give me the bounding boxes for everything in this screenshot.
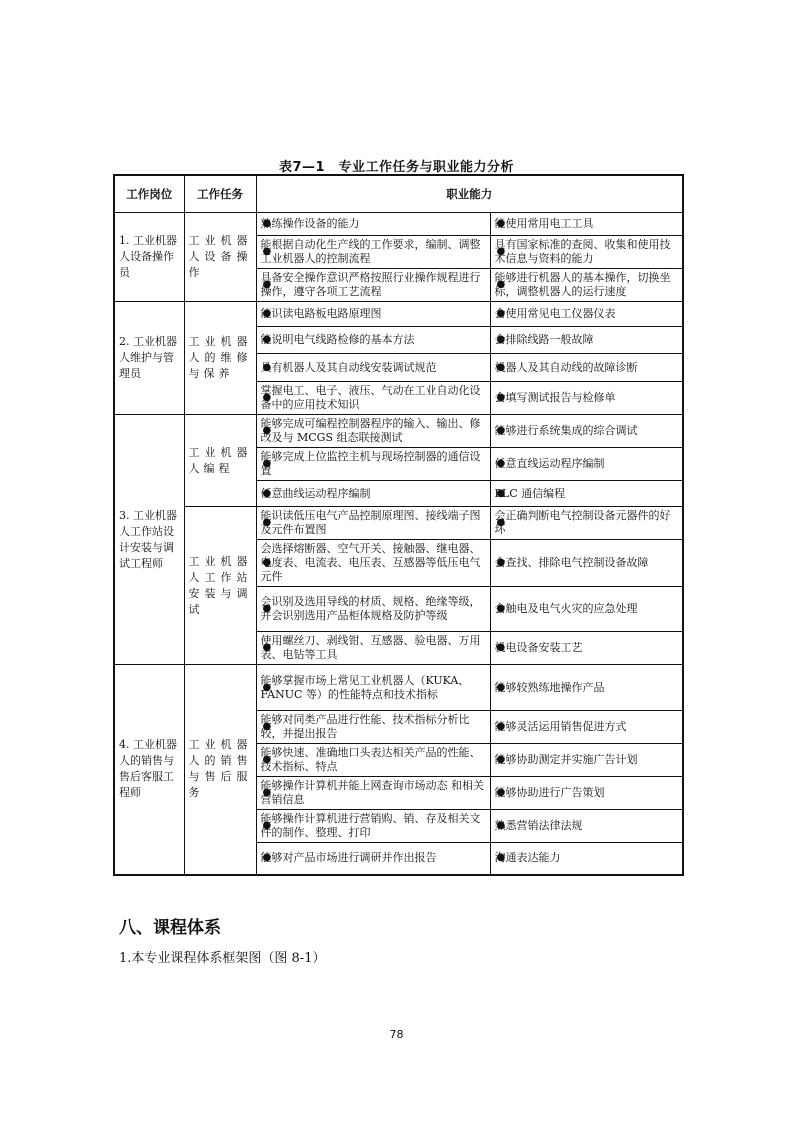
ability-left-cell: ● 能够操作计算机进行营销购、销、存及相关文件的制作、整理、打印 (256, 810, 490, 843)
ability-right-cell: ● 具有国家标准的查阅、收集和使用技术信息与资料的能力 (490, 236, 683, 269)
table-row (114, 507, 683, 540)
header-ability: 职业能力 (256, 175, 683, 213)
task-cell: 工业机器人工作站安装与调试 (184, 507, 256, 665)
ability-left-cell: ● 能够快速、准确地口头表达相关产品的性能、技术指标、特点 (256, 744, 490, 777)
ability-right-cell: ● 任意直线运动程序编制 (490, 448, 683, 481)
ability-left-cell: ● 能够完成上位监控主机与现场控制器的通信设置 (256, 448, 490, 481)
section-line: 1.本专业课程体系框架图（图 8-1） (119, 951, 326, 966)
ability-left-cell: ● 能够掌握市场上常见工业机器人（KUKA、FANUC 等）的性能特点和技术指标 (256, 665, 490, 711)
post-cell: 3. 工业机器人工作站设计安装与调试工程师 (114, 415, 184, 665)
ability-left-cell: ● 具有机器人及其自动线安装调试规范 (256, 354, 490, 382)
ability-right-cell: ● 会使用常见电工仪器仪表 (490, 302, 683, 327)
ability-right-cell: ● 机器人及其自动线的故障诊断 (490, 354, 683, 382)
post-cell: 4. 工业机器人的销售与售后客服工程师 (114, 665, 184, 875)
task-cell: 工业机器人设备操作 (184, 213, 256, 302)
ability-right-cell: ● 会查找、排除电气控制设备故障 (490, 540, 683, 587)
ability-left-cell: ● 会选择熔断器、空气开关、接触器、继电器、电度表、电流表、电压表、互感器等低压电气元件 (256, 540, 490, 587)
table-row (114, 302, 683, 327)
ability-right-cell: ● 能够协助进行广告策划 (490, 777, 683, 810)
ability-left-cell: ● 掌握电工、电子、液压、气动在工业自动化设备中的应用技术知识 (256, 382, 490, 415)
ability-right-cell: ● 会正确判断电气控制设备元器件的好坏 (490, 507, 683, 540)
ability-left-cell: ● 能够完成可编程控制器程序的输入、输出、修改及与 MCGS 组态联接测试 (256, 415, 490, 448)
table-row (114, 665, 683, 711)
ability-analysis-table (113, 174, 684, 876)
ability-left-cell: ● 能识读电路板电路原理图 (256, 302, 490, 327)
post-cell: 1. 工业机器人设备操作员 (114, 213, 184, 302)
ability-right-cell: ● 能够进行系统集成的综合调试 (490, 415, 683, 448)
ability-left-cell: ● 能够对同类产品进行性能、技术指标分析比较，并提出报告 (256, 711, 490, 744)
table-caption: 表7—1 专业工作任务与职业能力分析 (278, 160, 515, 175)
ability-left-cell: ● 能够操作计算机并能上网查询市场动态 和相关营销信息 (256, 777, 490, 810)
ability-left-cell: ● 能根据自动化生产线的工作要求，编制、调整工业机器人的控制流程 (256, 236, 490, 269)
ability-right-cell: ● 能够灵活运用销售促进方式 (490, 711, 683, 744)
ability-left-cell: ● 任意曲线运动程序编制 (256, 481, 490, 507)
header-post: 工作岗位 (114, 175, 184, 213)
table-row (114, 415, 683, 448)
ability-right-cell: ● 会触电及电气火灾的应急处理 (490, 587, 683, 632)
ability-left-cell: ● 能够对产品市场进行调研并作出报告 (256, 843, 490, 875)
ability-left-cell: ● 能说明电气线路检修的基本方法 (256, 327, 490, 354)
table-body (114, 213, 683, 875)
task-cell: 工业机器人编程 (184, 415, 256, 507)
post-cell: 2. 工业机器人维护与管理员 (114, 302, 184, 415)
ability-right-cell: ● 熟悉营销法律法规 (490, 810, 683, 843)
task-cell: 工业机器人的销售与售后服务 (184, 665, 256, 875)
ability-right-cell: ● 能够协助测定并实施广告计划 (490, 744, 683, 777)
ability-right-cell: ● 能够进行机器人的基本操作，切换坐标，调整机器人的运行速度 (490, 269, 683, 302)
page-number: 78 (389, 1028, 404, 1041)
ability-left-cell: ● 具备安全操作意识严格按照行业操作规程进行操作，遵守各项工艺流程 (256, 269, 490, 302)
ability-left-cell: ● 会识别及选用导线的材质、规格、绝缘等级，并会识别选用产品柜体规格及防护等级 (256, 587, 490, 632)
header-task: 工作任务 (184, 175, 256, 213)
ability-right-cell: ● 机电设备安装工艺 (490, 632, 683, 665)
ability-right-cell: ● 会排除线路一般故障 (490, 327, 683, 354)
ability-right-cell: ● 能够较熟练地操作产品 (490, 665, 683, 711)
section-heading: 八、课程体系 (119, 918, 221, 938)
ability-right-cell: ● 沟通表达能力 (490, 843, 683, 875)
task-cell: 工业机器人的维修与保养 (184, 302, 256, 415)
ability-right-cell: ● 会填写测试报告与检修单 (490, 382, 683, 415)
ability-left-cell: ● 使用螺丝刀、剥线钳、互感器、验电器、万用表、电钻等工具 (256, 632, 490, 665)
table-row (114, 213, 683, 236)
ability-right-cell: ● PLC 通信编程 (490, 481, 683, 507)
ability-left-cell: ● 熟练操作设备的能力 (256, 213, 490, 236)
ability-right-cell: ● 能使用常用电工工具 (490, 213, 683, 236)
table-header-row (114, 175, 683, 213)
ability-left-cell: ● 能识读低压电气产品控制原理图、接线端子图及元件布置图 (256, 507, 490, 540)
